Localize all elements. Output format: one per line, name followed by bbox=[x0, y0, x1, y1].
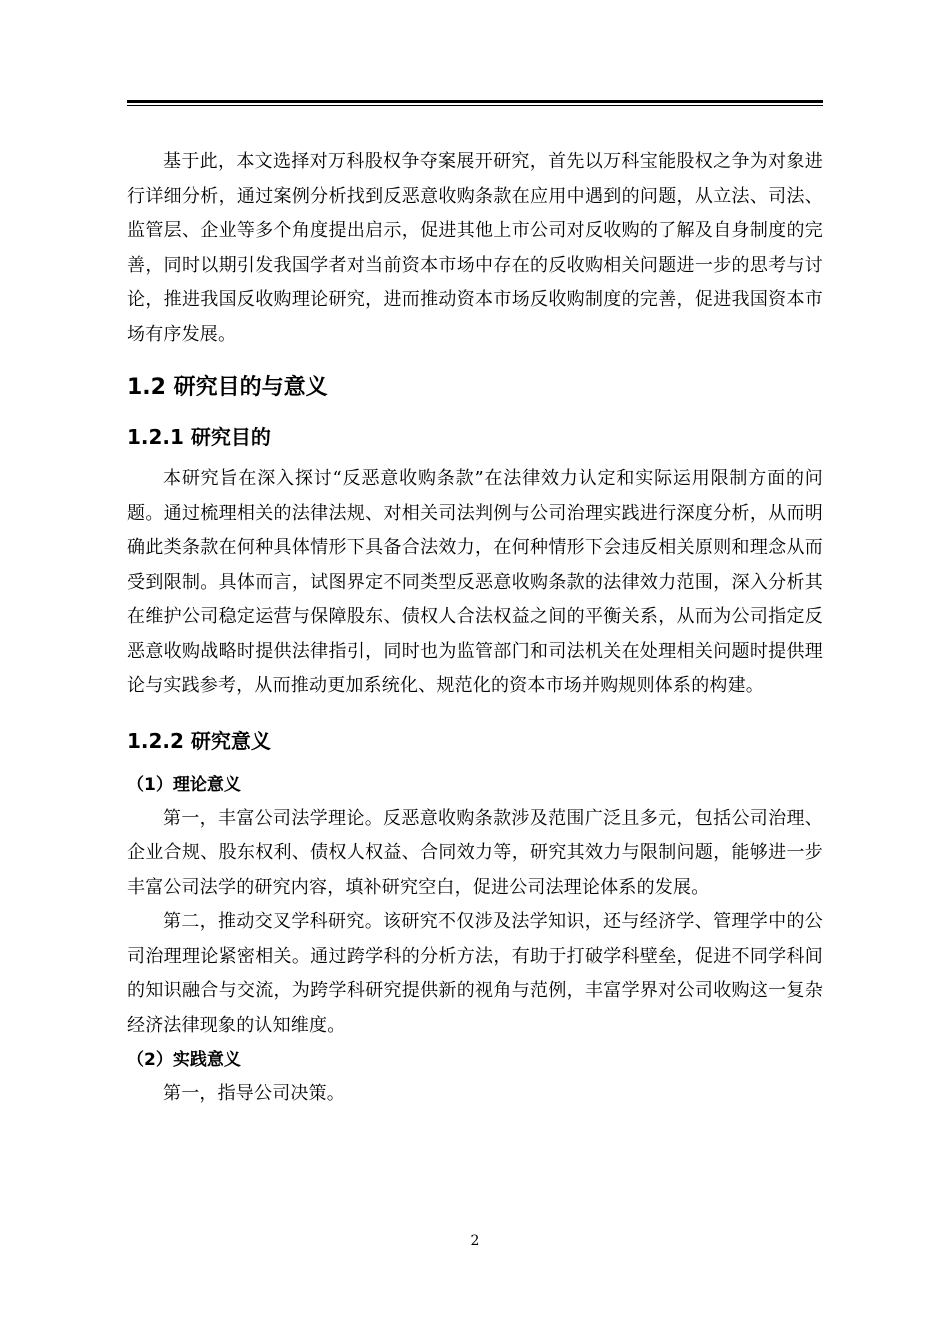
page-number: 2 bbox=[470, 1233, 480, 1249]
paragraph-theory-2: 第二，推动交叉学科研究。该研究不仅涉及法学知识，还与经济学、管理学中的公司治理理论紧密相关。通过跨学科的分析方法，有助于打破学科壁垒，促进不同学科间的知识融合与交流，为跨学科研究提供新的视角与范例，丰富学界对公司收购这一复杂经济法律现象的认知维度。 bbox=[127, 911, 823, 1036]
theory-significance-heading: （1）理论意义 bbox=[127, 774, 241, 795]
section-1-2-title: 1.2 研究目的与意义 bbox=[127, 375, 328, 400]
section-1-2-2-title: 1.2.2 研究意义 bbox=[127, 728, 271, 753]
document-body bbox=[127, 145, 823, 1112]
paragraph-intro: 基于此，本文选择对万科股权争夺案展开研究，首先以万科宝能股权之争为对象进行详细分析，通过案例分析找到反恶意收购条款在应用中遇到的问题，从立法、司法、监管层、企业等多个角度提出启示，促进其他上市公司对反收购的了解及自身制度的完善，同时以期引发我国学者对当前资本市场中存在的反收购相关问题进一步的思考与讨论，推进我国反收购理论研究，进而推动资本市场反收购制度的完善，促进我国资本市场有序发展。 bbox=[127, 151, 823, 345]
paragraph-purpose: 本研究旨在深入探讨“反恶意收购条款”在法律效力认定和实际运用限制方面的问题。通过梳理相关的法律法规、对相关司法判例与公司治理实践进行深度分析，从而明确此类条款在何种具体情形下具备合法效力，在何种情形下会违反相关原则和理念从而受到限制。具体而言，试图界定不同类型反恶意收购条款的法律效力范围，深入分析其在维护公司稳定运营与保障股东、债权人合法权益之间的平衡关系，从而为公司指定反恶意收购战略时提供法律指引，同时也为监管部门和司法机关在处理相关问题时提供理论与实践参考，从而推动更加系统化、规范化的资本市场并购规则体系的构建。 bbox=[127, 468, 823, 696]
header-rule bbox=[127, 100, 823, 103]
paragraph-theory-1: 第一，丰富公司法学理论。反恶意收购条款涉及范围广泛且多元，包括公司治理、企业合规、股东权利、债权人权益、合同效力等，研究其效力与限制问题，能够进一步丰富公司法学的研究内容，填补研究空白，促进公司法理论体系的发展。 bbox=[127, 807, 823, 898]
paragraph-practice-1: 第一，指导公司决策。 bbox=[163, 1083, 345, 1104]
header-rule-thin bbox=[127, 105, 823, 106]
practice-significance-heading: （2）实践意义 bbox=[127, 1050, 241, 1070]
section-1-2-1-title: 1.2.1 研究目的 bbox=[127, 425, 271, 449]
